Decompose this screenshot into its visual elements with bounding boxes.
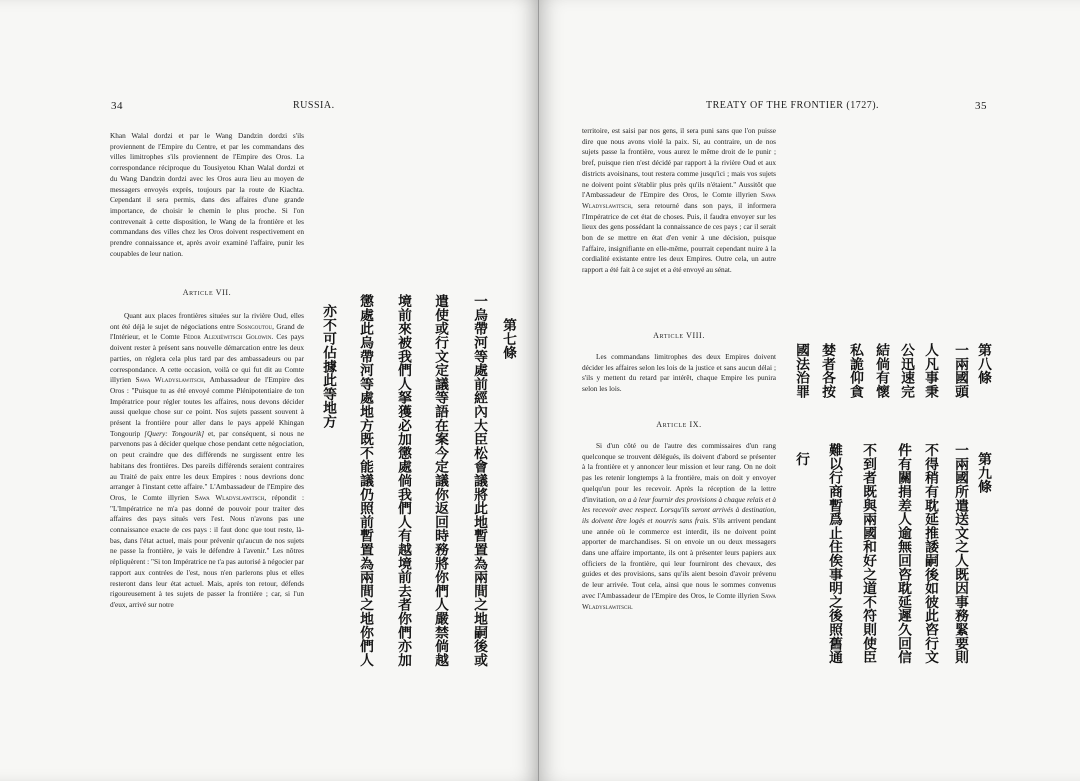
chinese-column: 人凡事秉 <box>922 343 938 399</box>
article-vii-body <box>110 311 304 611</box>
person-name: Sawa Wladyslawitsch <box>194 492 265 502</box>
chinese-column: 亦不可佔據此等地方 <box>320 304 336 429</box>
right-page <box>539 0 1080 781</box>
article-ix-body <box>582 441 776 612</box>
article-vii-text: . Ces pays doivent rester à présent sans nouvelle démarcation entre les deux parties, on réglera cela plus tard par des ambassadeurs ou par correspondance. A cette occasion, voilà ce qui fut dit au Comte illyrien <box>110 332 305 385</box>
person-name: Fédor Alexiéwitsch Golowin <box>183 332 272 342</box>
chinese-column: 行 <box>793 452 809 466</box>
chinese-column: 不得稍有耽延推諉嗣後如彼此咨行文 <box>922 443 938 664</box>
continuation-text: Khan Walal dordzi et par le Wang Dandzin dordzi s'ils proviennent de l'Empire du Centre, et par les commandans des villes limitrophes s'ils proviennent de l'Empire des Oros. La correspondance réciproque du Tousiyetou Khan Walal dordzi et du Wang Dandzin dordzi avec les Oros aura lieu au moyen de messagers envoyés exprès, toujours par la route de Kiachta. Cependant il sera permis, dans des affaires d'une grande importance, de choisir le chemin le plus proche. Si l'on contrevenait à cette disposition, le Wang de la frontière et les commandans des villes chez les Oros doivent respectivement en prendre connaissance et, après avoir examiné l'affaire, punir les coupables de leur nation. <box>110 131 304 258</box>
chinese-column: 不到者既與兩國和好之道不符則使臣 <box>860 443 876 664</box>
right-running-head: TREATY OF THE FRONTIER (1727). <box>706 100 880 111</box>
article-vii-text: , Grand de l'Intérieur, et le Comte <box>110 321 304 342</box>
chinese-column: 遣使或行文定議等語在案今定議你返回時務將你們人嚴禁倘越 <box>432 294 448 667</box>
chinese-column: 懲處此烏帶河等處地方既不能議仍照前暫置為兩間之地你們人 <box>357 294 373 667</box>
chinese-column: 婪者各按 <box>819 343 835 399</box>
chinese-column: 公迅速完 <box>898 343 914 399</box>
right-page-number: 35 <box>975 100 987 112</box>
left-running-head: RUSSIA. <box>293 100 335 111</box>
query-note: [Query: Tongourik] <box>144 428 205 438</box>
article-vii-text: , répondit : "L'Impératrice ne m'a pas donné de pouvoir pour traiter des affaires des pays situés vers l'est. Nous n'avons pas une connaissance exacte de ces pays : il faut donc que tout reste, là-bas, dans l'état actuel, mais pour prévenir qu'aucun de nos sujets ne passe la frontière, je vais le défendre à l'avenir." Les nôtres répliquèrent : "Si ton Impératrice ne t'a pas autorisé à négocier par rapport aux contrées de l'est, nous n'en parlerons plus et elles resteront dans leur état actuel. Mais, après ton retour, défends rigoureusement à tes sujets de passer la frontière ; car, si l'un d'eux, arrivé sur notre <box>110 492 305 609</box>
person-name: Sawa Wladyslawitsch <box>582 190 776 210</box>
article-ix-text: Si d'un côté ou de l'autre des commissaires d'un rang quelconque se trouvent délégués, ils doivent d'abord se présenter à la frontière et y annoncer leur mission et leur rang. On ne doit pas les retenir longtemps à la frontière, mais on doit y envoyer quelqu'un pour les recevoir. Après la réception de la lettre d'invitation, <box>582 441 776 504</box>
article-ix-heading: Article IX. <box>656 420 702 429</box>
article-vii-text: , Ambassadeur de l'Empire des Oros : "Puisque tu as été envoyé comme Plénipotentiaire de ton Impératrice pour régler toutes les affaires, nous devons décider aussi quelque chose sur ce point. Nos sujets passent souvent à présent la frontière pour aller dans le pays appelé Khingan Tongourip <box>110 375 304 438</box>
left-page <box>0 0 539 781</box>
person-name: Sawa Wladyslawitsch <box>582 590 776 611</box>
article-vii-text: Quant aux places frontières situées sur la rivière Oud, elles ont été déjà le sujet de négociations entre <box>110 311 304 331</box>
article-vii-text: et, par conséquent, si nous ne parvenons pas à décider quelque chose pendant cette négociation, on peut craindre que des différends ne surgissent entre les habitans des frontières. Des pareils différends seraient contraires au Traité de paix entre les deux Empires : nous devrions donc arranger à l'instant cette affaire." L'Ambassadeur de l'Empire des Oros, le Comte illyrien <box>110 428 305 502</box>
person-name: Sosngoutou <box>237 321 273 331</box>
chinese-column: 結倘有懷 <box>873 343 889 399</box>
chinese-heading: 第八條 <box>975 343 991 385</box>
chinese-column: 件有關捐差人逾無回咨耽延遲久回信 <box>895 443 911 664</box>
chinese-column: 一烏帶河等處前經內大臣松會議將此地暫置為兩間之地嗣後或 <box>471 294 487 667</box>
left-continuation-paragraph <box>110 131 304 259</box>
chinese-column: 私詭仰貪 <box>847 343 863 399</box>
article-viii-text: Les commandans limitrophes des deux Empires doivent décider les affaires selon les lois de la justice et sans aucun délai ; s'ils y mettent du retard par intérêt, chaque Empire les punira selon les lois. <box>582 352 776 394</box>
chinese-heading: 第七條 <box>500 318 516 360</box>
article-vii-heading: Article VII. <box>182 288 232 297</box>
chinese-column: 國法治罪 <box>793 343 809 399</box>
article-ix-text: . <box>630 601 633 611</box>
chinese-column: 一兩國所遣送文之人既因事務緊要則 <box>952 443 968 664</box>
continuation-text: , sera retourné dans son pays, il informera l'Impératrice de cet état de choses. Puis, il faudra envoyer sur les lieux des gens possédant la connaissance de ces pays ; car il serait bon de se mettre en état d'en venir à une décision, puisque l'affaire, insignifiante en elle-même, pourrait cependant nuire à la cordialité existante entre les deux Empires. Outre cela, un autre rapport a été fait à ce sujet et a été envoyé au sénat. <box>582 200 776 275</box>
chinese-column: 一兩國頭 <box>952 343 968 399</box>
left-page-number: 34 <box>111 100 123 112</box>
article-viii-body <box>582 352 776 395</box>
chinese-column: 境前來被我們人拏獲必加懲處倘我們人有越境前去者你們亦加 <box>395 294 411 667</box>
article-ix-text: S'ils arrivent pendant une année où le commerce est interdit, ils ne doivent point apporter de marchandises. Si on envoie un ou deux messagers dans une affaire importante, ils ont à présenter leurs papiers aux officiers de la frontière, qui leur fourniront des chevaux, des guides et des provisions, sans qu'ils aient besoin d'avoir prévenu de leur arrivée. Tout cela, ainsi que nous le sommes convenus avec l'Ambassadeur de l'Empire des Oros, le Comte illyrien <box>582 515 776 600</box>
article-viii-heading: Article VIII. <box>653 331 705 340</box>
chinese-heading: 第九條 <box>975 452 991 494</box>
right-continuation-paragraph <box>582 126 776 276</box>
continuation-text: territoire, est saisi par nos gens, il sera puni sans que l'on puisse dire que nous avons violé la paix. Si, au contraire, un de nos sujets passe la frontière, vous aurez le même droit de le punir ; bref, puisque rien n'est décidé par rapport à la rivière Oud et aux districts avoisinans, tout restera comme jusqu'ici ; mais vos sujets ne doivent point s'établir plus près qu'ils n'étaient." Aussitôt que l'Ambassadeur de l'Empire des Oros, le Comte illyrien <box>582 126 776 200</box>
person-name: Sawa Wladyslawitsch <box>135 375 204 385</box>
article-ix-italic: on a à leur fournir des provisions à chaque relais et à les recevoir avec respect. Lorsqu'ils seront arrivés à destination, ils doivent être logés et nourris sans frais. <box>582 494 776 525</box>
chinese-column: 難以行商暫爲止住俟事明之後照舊通 <box>826 443 842 664</box>
